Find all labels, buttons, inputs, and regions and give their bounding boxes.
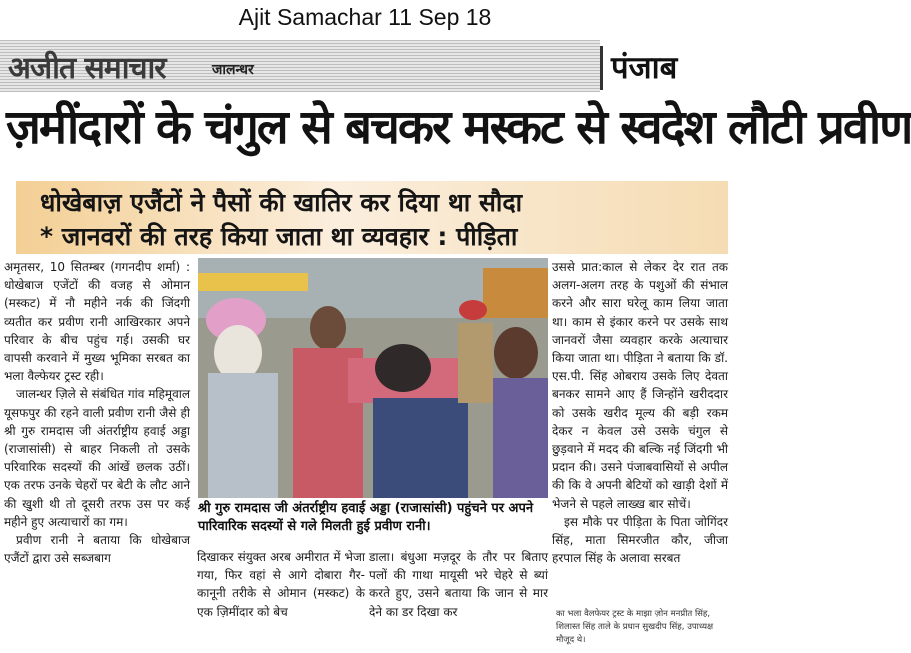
newspaper-logo: अजीत समाचार (8, 51, 166, 86)
clipping-source-caption: Ajit Samachar 11 Sep 18 (238, 4, 492, 30)
edition-city: जालन्धर (212, 62, 254, 78)
section-label: पंजाब (611, 50, 678, 86)
photo-man-beard (214, 325, 262, 381)
subheadline-box (16, 181, 728, 254)
airport-reunion-photo (198, 258, 548, 498)
photo-woman-right-dress (493, 378, 548, 498)
article-paragraph: प्रवीण रानी ने बताया कि धोखेबाज एजैंटों द्वारा उसे सब्जबाग (4, 533, 190, 566)
photo-turban-red (459, 300, 487, 320)
photo-woman-head (375, 344, 431, 392)
newspaper-masthead (0, 40, 730, 93)
photo-woman-right-head (494, 327, 538, 379)
section-label-box (600, 46, 728, 90)
article-trailing-note: का भला वैलफेयर ट्रस्ट के माझा ज़ोन मनप्रीत सिंह, शिलास्त सिंह ताले के प्रधान सुखदीप सिंह, उपाध्यक्ष मौजूद थे। (556, 609, 714, 645)
photo-police-uniform (458, 323, 493, 403)
article-paragraph: अमृतसर, 10 सितम्बर (गगनदीप शर्मा) : धोखेबाज एजेंटों की वजह से ओमान (मस्कट) में नौ महीने नर्क की जिंदगी व्यतीत कर प्रवीण रानी आखिरकार अपने परिवार के बीच पहुंच गई। उसकी घर वापसी करवाने में मुख्य भूमिका सरबत का भला वैल्फेयर ट्रस्ट रही। (4, 260, 190, 384)
subheadline-2: * जानवरों की तरह किया जाता था व्यवहार : पीड़िता (40, 222, 518, 251)
photo-shop-sign (483, 268, 548, 323)
photo-yellow-sign (198, 273, 308, 291)
article-bottom-column-1: दिखाकर संयुक्त अरब अमीरात में भेजा गया, फिर वहां से आगे दोबारा गैर-कानूनी तरीके से ओमान (मस्कट) के एक ज़िमींदार को बेच (197, 550, 365, 619)
main-headline: ज़मींदारों के चंगुल से बचकर मस्कट से स्वदेश लौटी प्रवीण (6, 100, 911, 155)
article-paragraph: उससे प्रात:काल से लेकर देर रात तक अलग-अलग तरह के पशुओं की संभाल करने और सारा घरेलू काम लिया जाता था। काम से इंकार करने पर उसके साथ जानवरों जैसा व्यवहार करके अत्याचार किया जाता था। पीड़िता ने बताया कि डॉ. एस.पी. सिंह ओबराय उसके लिए देवता बनकर सामने आए हैं जिन्होंने खरीददार को उसके खरीद मूल्य की बड़ी रकम देकर न केवल उसे उसके चंगुल से छुड़वाने में मदद की बल्कि नई जिंदगी भी प्रदान की। उसने पंजाबवासियों से अपील की कि वे अपनी बेटियों को खाड़ी देशों में भेजने से पहले लाख्ख बार सोचें। (552, 260, 728, 511)
photo-caption: श्री गुरु रामदास जी अंतर्राष्ट्रीय हवाई अड्डा (राजासांसी) पहुंचने पर अपने पारिवारिक सदस्यों से गले मिलती हुई प्रवीण रानी। (198, 501, 534, 534)
photo-man-head (310, 306, 346, 350)
news-photo (198, 258, 548, 498)
photo-embrace-figures (373, 398, 468, 498)
article-right-column (552, 258, 728, 590)
article-bottom-column-2: डाला। बंधुआ मज़दूर के तौर पर बिताए पलों की गाथा मायूसी भरे चेहरे से ब्यां करते हुए, उसने बताया कि जान से मार देने का डर दिखा कर (369, 550, 548, 619)
photo-man-shirt (208, 373, 278, 498)
article-paragraph: जालन्धर ज़िले से संबंधित गांव महिमूवाल यूसफपुर की रहने वाली प्रवीण रानी जैसे ही श्री गुरु रामदास जी अंतर्राष्ट्रीय हवाई अड्डा (राजासांसी) से बाहर निकली तो उसके परिवारिक सदस्यों की आंखें छलक उठीं। एक तरफ उनके चेहरों पर बेटी के लौट आने की खुशी थी तो दूसरी तरफ उस पर कई महीने हुए अत्याचारों का गम। (4, 387, 190, 529)
article-left-column (4, 258, 190, 650)
subheadline-1: धोखेबाज़ एजैंटों ने पैसों की खातिर कर दिया था सौदा (40, 188, 523, 217)
article-paragraph: इस मौके पर पीड़िता के पिता जोगिंदर सिंह, माता सिमरजीत कौर, जीजा हरपाल सिंह के अलावा सरबत (552, 514, 728, 566)
